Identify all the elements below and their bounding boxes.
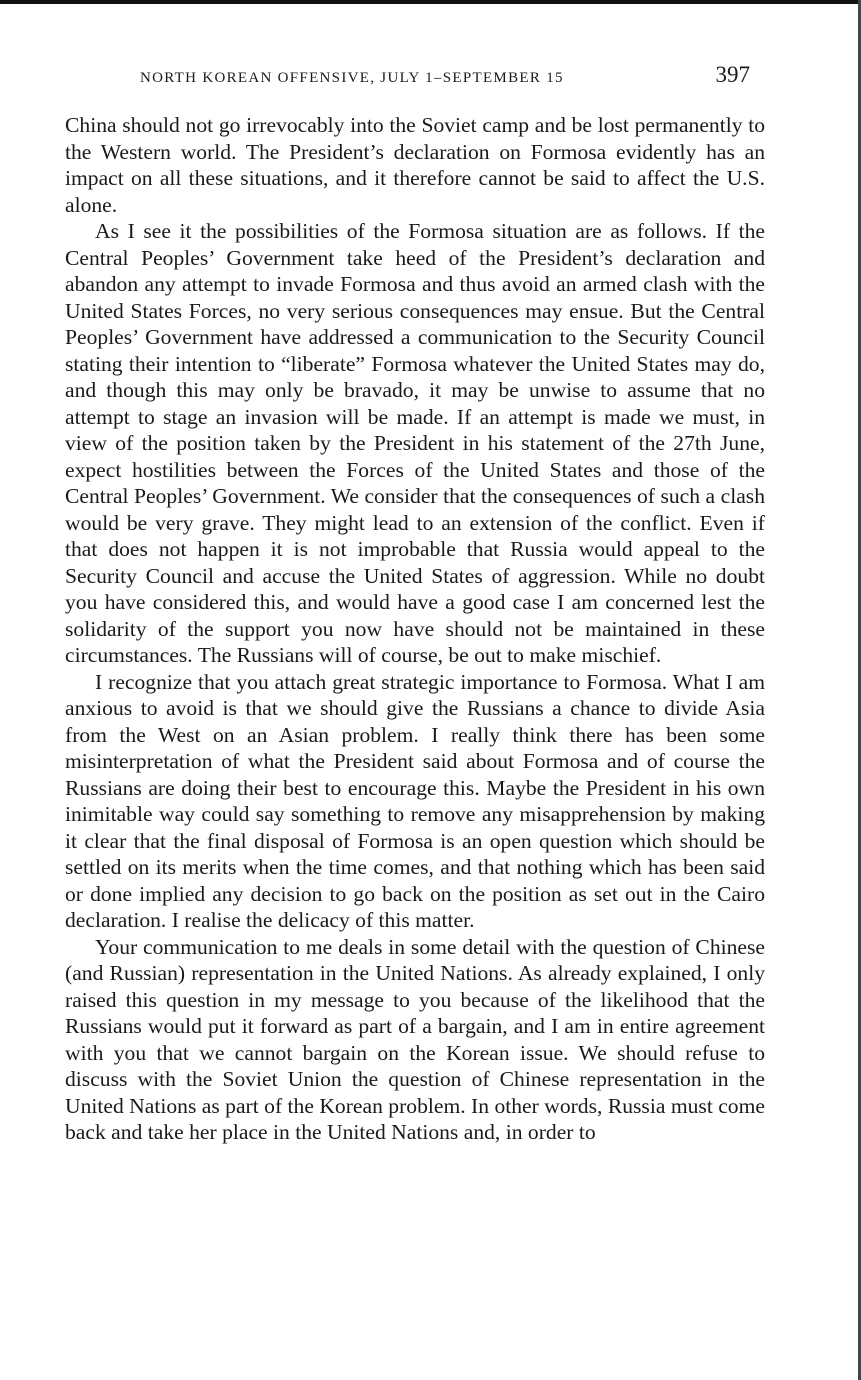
- paragraph-1: China should not go irrevocably into the Soviet camp and be lost permanently to the Western world. The President’s declaration on Formosa evidently has an impact on all these situations, and it therefore cannot be said to affect the U.S. alone.: [65, 113, 765, 217]
- paragraph-4: Your communication to me deals in some detail with the question of Chinese (and Russian) representation in the United Nations. As already explained, I only raised this question in my message to you because of the likelihood that the Russians would put it forward as part of a bargain, and I am in entire agreement with you that we cannot bargain on the Korean issue. We should refuse to discuss with the Soviet Union the question of Chinese representation in the United Nations as part of the Korean problem. In other words, Russia must come back and take her place in the United Nations and, in order to: [65, 934, 765, 1144]
- page-number: 397: [715, 62, 750, 87]
- paragraph-3: I recognize that you attach great strategic importance to Formosa. What I am anxious to avoid is that we should give the Russians a chance to divide Asia from the West on an Asian problem. I really think there has been some misinterpretation of what the President said about Formosa and of course the Russians are doing their best to encourage this. Maybe the President in his own inimitable way could say something to remove any misapprehension by making it clear that the final disposal of Formosa is an open question which should be settled on its merits when the time comes, and that nothing which has been said or done implied any decision to go back on the position as set out in the Cairo declaration. I realise the delicacy of this matter.: [65, 669, 765, 932]
- running-head: NORTH KOREAN OFFENSIVE, JULY 1–SEPTEMBER 15: [140, 70, 564, 86]
- body-text: [65, 112, 765, 1146]
- top-border-rule: [0, 0, 861, 4]
- page-header: [130, 62, 750, 92]
- paragraph-2: As I see it the possibilities of the Formosa situation are as follows. If the Central Peoples’ Government take heed of the President’s declaration and abandon any attempt to invade Formosa and thus avoid an armed clash with the United States Forces, no very serious consequences may ensue. But the Central Peoples’ Government have addressed a communication to the Security Council stating their intention to “liberate” Formosa whatever the United States may do, and though this may only be bravado, it may be unwise to assume that no attempt to stage an invasion will be made. If an attempt is made we must, in view of the position taken by the President in his statement of the 27th June, expect hostilities between the Forces of the United States and those of the Central Peoples’ Government. We consider that the consequences of such a clash would be very grave. They might lead to an extension of the conflict. Even if that does not happen it is not improbable that Russia would appeal to the Security Council and accuse the United States of aggression. While no doubt you have considered this, and would have a good case I am concerned lest the solidarity of the support you now have should not be maintained in these circumstances. The Russians will of course, be out to make mischief.: [65, 219, 765, 667]
